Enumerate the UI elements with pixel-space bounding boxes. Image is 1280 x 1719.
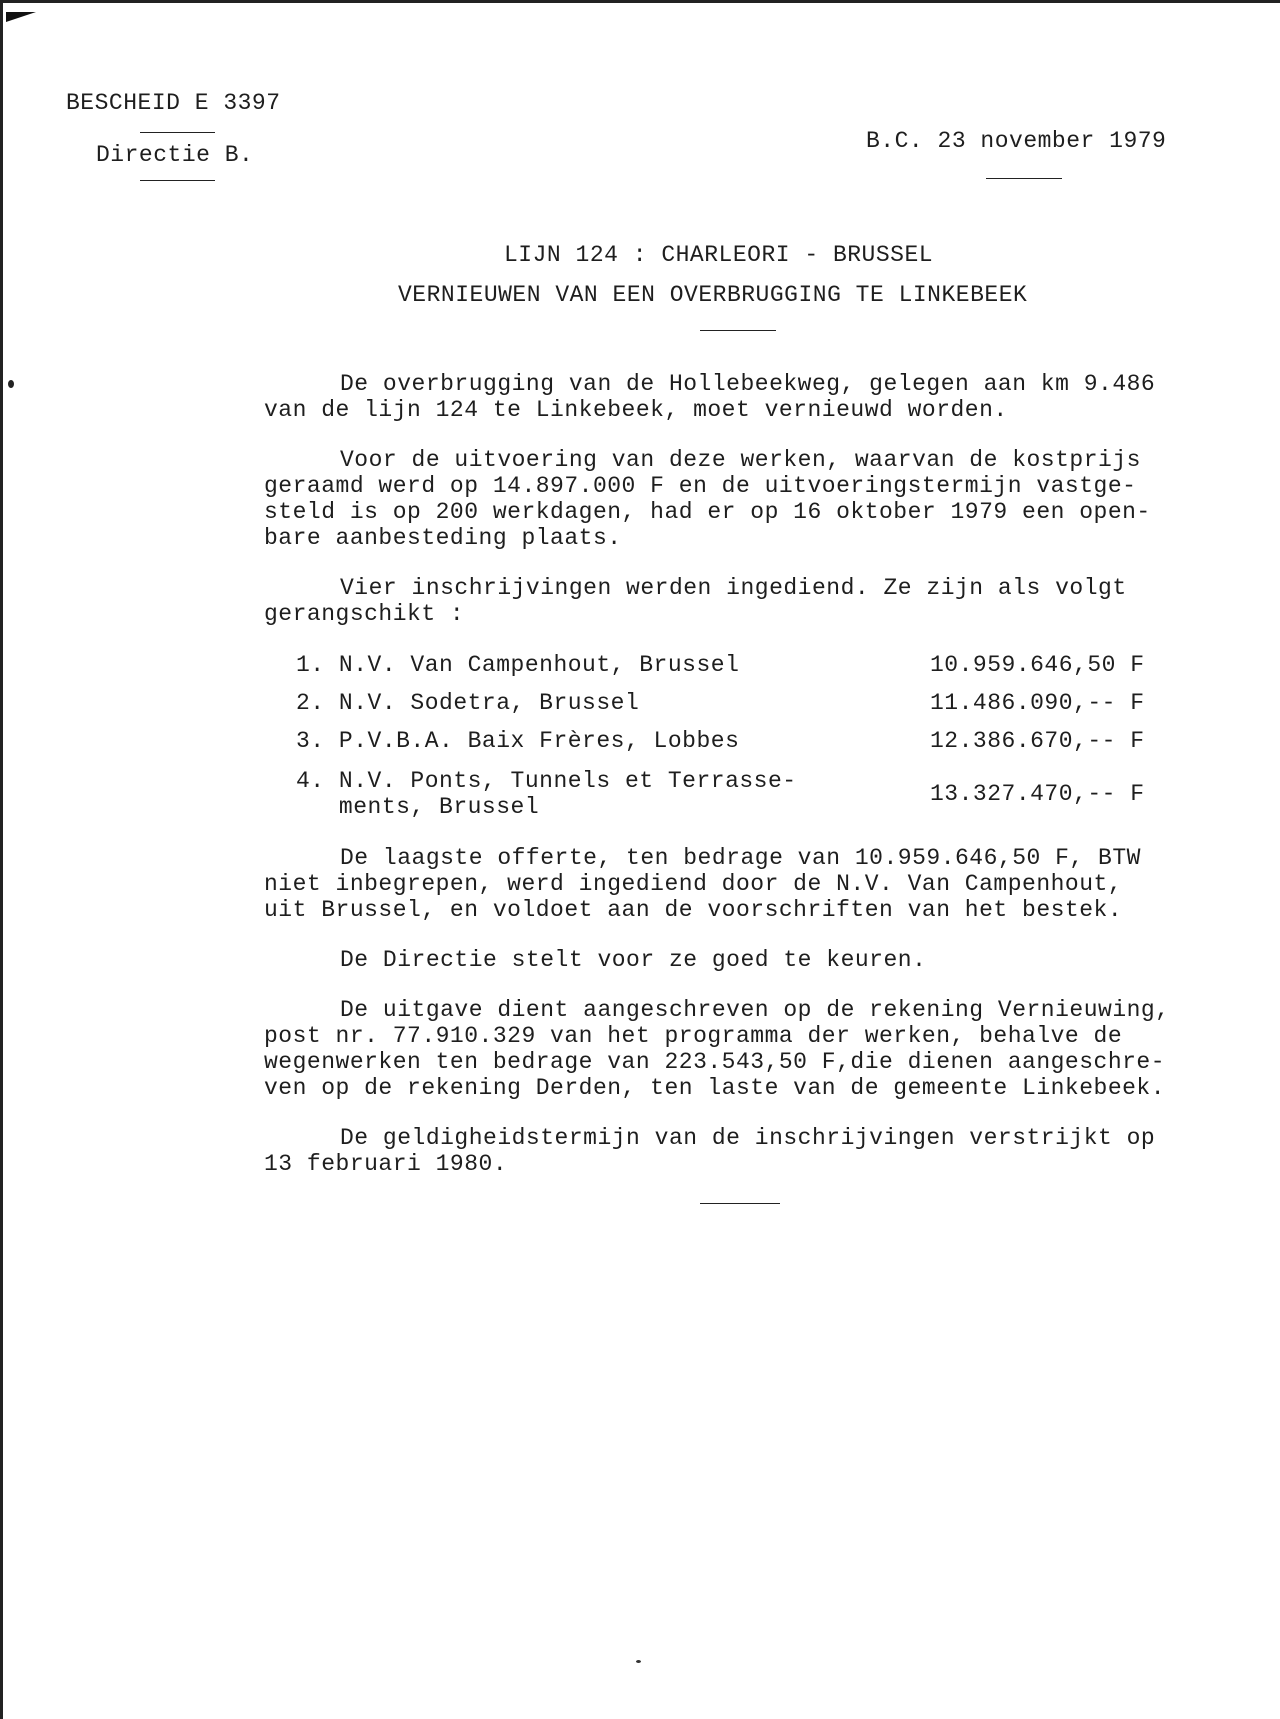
paragraph-6-line-2: post nr. 77.910.329 van het programma der werken, behalve de — [264, 1023, 1123, 1049]
paragraph-4-line-2: niet inbegrepen, werd ingediend door de N.V. Van Campenhout, — [264, 871, 1123, 897]
paragraph-1-line-2: van de lijn 124 te Linkebeek, moet vernieuwd worden. — [264, 397, 1008, 423]
scan-edge-left — [0, 0, 3, 1719]
paragraph-3-line-1: Vier inschrijvingen werden ingediend. Ze zijn als volgt — [340, 575, 1127, 601]
bid-4-label-line-2: ments, Brussel — [296, 794, 540, 820]
title-line-1: LIJN 124 : CHARLEORI - BRUSSEL — [504, 242, 934, 268]
paragraph-6-line-4: ven op de rekening Derden, ten laste van de gemeente Linkebeek. — [264, 1075, 1166, 1101]
paragraph-5-line-1: De Directie stelt voor ze goed te keuren. — [340, 947, 927, 973]
bid-2-label: 2. N.V. Sodetra, Brussel — [296, 690, 640, 716]
scan-edge-top — [0, 0, 1280, 3]
bid-4-label-line-1: 4. N.V. Ponts, Tunnels et Terrasse- — [296, 768, 797, 794]
paragraph-6-line-3: wegenwerken ten bedrage van 223.543,50 F,die dienen aangeschre- — [264, 1049, 1166, 1075]
paragraph-2-line-2: geraamd werd op 14.897.000 F en de uitvoeringstermijn vastge- — [264, 473, 1137, 499]
punch-mark-icon — [8, 380, 14, 388]
date-underline — [986, 178, 1062, 179]
title-underline — [700, 330, 776, 331]
reference-number: BESCHEID E 3397 — [66, 90, 281, 116]
closing-rule — [700, 1203, 780, 1204]
paragraph-7-line-1: De geldigheidstermijn van de inschrijvingen verstrijkt op — [340, 1125, 1156, 1151]
paragraph-4-line-3: uit Brussel, en voldoet aan de voorschriften van het bestek. — [264, 897, 1123, 923]
bid-3-label: 3. P.V.B.A. Baix Frères, Lobbes — [296, 728, 740, 754]
document-date: B.C. 23 november 1979 — [866, 128, 1167, 154]
paragraph-7-line-2: 13 februari 1980. — [264, 1151, 508, 1177]
bid-4-amount: 13.327.470,-- F — [930, 781, 1145, 807]
paragraph-2-line-1: Voor de uitvoering van deze werken, waarvan de kostprijs — [340, 447, 1141, 473]
bid-1-amount: 10.959.646,50 F — [930, 652, 1145, 678]
title-line-2: VERNIEUWEN VAN EEN OVERBRUGGING TE LINKEBEEK — [398, 282, 1028, 308]
paragraph-2-line-3: steld is op 200 werkdagen, had er op 16 oktober 1979 een open- — [264, 499, 1151, 525]
reference-underline — [140, 132, 215, 133]
corner-mark-icon — [6, 12, 36, 22]
department-underline — [140, 180, 215, 181]
department: Directie B. — [96, 142, 254, 168]
bid-2-amount: 11.486.090,-- F — [930, 690, 1145, 716]
paragraph-2-line-4: bare aanbesteding plaats. — [264, 525, 622, 551]
paragraph-6-line-1: De uitgave dient aangeschreven op de rekening Vernieuwing, — [340, 997, 1170, 1023]
paragraph-3-line-2: gerangschikt : — [264, 601, 465, 627]
paragraph-1-line-1: De overbrugging van de Hollebeekweg, gelegen aan km 9.486 — [340, 371, 1156, 397]
paragraph-4-line-1: De laagste offerte, ten bedrage van 10.959.646,50 F, BTW — [340, 845, 1141, 871]
scan-speck — [636, 1660, 641, 1663]
bid-3-amount: 12.386.670,-- F — [930, 728, 1145, 754]
bid-1-label: 1. N.V. Van Campenhout, Brussel — [296, 652, 740, 678]
